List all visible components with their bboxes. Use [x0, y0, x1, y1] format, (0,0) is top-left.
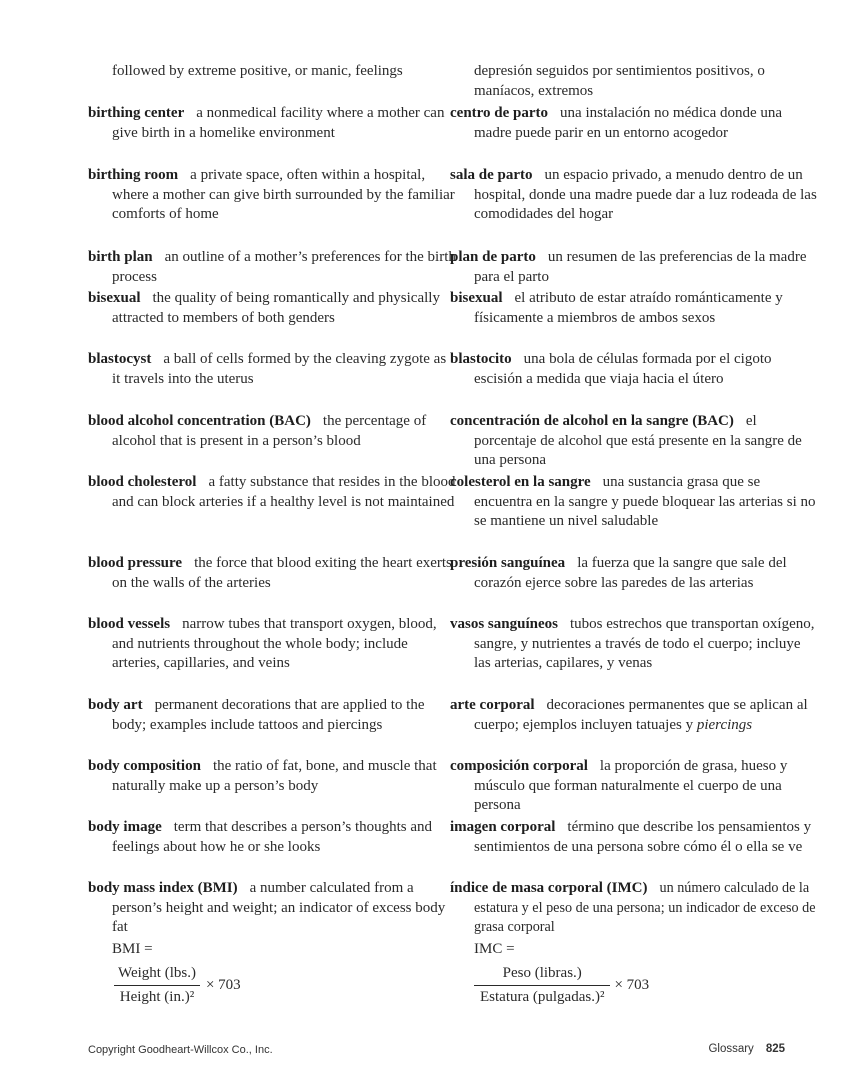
entry-definition: an outline of a mother’s preferences for the birth process [112, 249, 456, 285]
entry-definition: a ball of cells formed by the cleaving zygote as it travels into the uterus [112, 351, 447, 387]
bmi-formula [112, 940, 432, 1008]
entry-colesterol [450, 473, 819, 532]
entry-body-art [88, 696, 457, 735]
entry-body-image [88, 818, 457, 857]
entry-definition: la fuerza que la sangre que sale del corazón ejerce sobre las paredes de las arterias [474, 555, 787, 591]
entry-plan-de-parto [450, 248, 819, 287]
copyright-footer: Copyright Goodheart-Willcox Co., Inc. [88, 1044, 273, 1056]
entry-term: presión sanguínea [450, 555, 566, 571]
entry-term: imagen corporal [450, 819, 556, 835]
entry-term: arte corporal [450, 697, 535, 713]
formula-fraction-row [474, 964, 794, 1008]
entry-body-composition [88, 757, 457, 796]
entry-term: blood alcohol concentration (BAC) [88, 413, 311, 429]
entry-definition: decoraciones permanentes que se aplican al cuerpo; ejemplos incluyen tatuajes y [474, 697, 808, 733]
entry-definition: narrow tubes that transport oxygen, blood, and nutrients throughout the whole body; include arteries, capillaries, and veins [112, 616, 437, 672]
entry-definition: una bola de células formada por el cigoto escisión a medida que viaja hacia el útero [474, 351, 772, 387]
entry-arte-corporal [450, 696, 819, 735]
entry-term: vasos sanguíneos [450, 616, 558, 632]
entry-definition: a nonmedical facility where a mother can give birth in a homelike environment [112, 105, 445, 141]
entry-concentracion-de-alcohol [450, 412, 819, 471]
continuation-text: depresión seguidos por sentimientos positivos, o maníacos, extremos [474, 63, 765, 99]
entry-definition: el atributo de estar atraído románticamente y físicamente a miembros de ambos sexos [474, 290, 783, 326]
entry-birthing-room [88, 166, 457, 225]
entry-composicion-corporal [450, 757, 819, 816]
continuation-text: followed by extreme positive, or manic, feelings [112, 63, 403, 79]
entry-birthing-center [88, 104, 457, 143]
entry-definition: un espacio privado, a menudo dentro de un hospital, donde una madre puede dar a luz rodeada de las comodidades del hogar [474, 167, 817, 223]
imc-formula [474, 940, 794, 1008]
entry-indice-de-masa-corporal [450, 879, 819, 938]
formula-label: BMI = [112, 941, 153, 957]
entry-definition: the quality of being romantically and physically attracted to members of both genders [112, 290, 440, 326]
entry-presion-sanguinea [450, 554, 819, 593]
entry-term: centro de parto [450, 105, 549, 121]
entry-term: bisexual [450, 290, 503, 306]
entry-centro-de-parto [450, 104, 819, 143]
entry-definition: término que describe los pensamientos y sentimientos de una persona sobre cómo él o ella se ve [474, 819, 812, 855]
entry-vasos-sanguineos [450, 615, 819, 674]
entry-body-mass-index [88, 879, 457, 938]
entry-term: body mass index (BMI) [88, 880, 238, 896]
english-column [88, 62, 456, 1006]
entry-term: blood cholesterol [88, 474, 197, 490]
section-label: Glossary [708, 1043, 754, 1055]
formula-numerator: Peso (libras.) [502, 964, 582, 981]
entry-term: body composition [88, 758, 201, 774]
entry-blood-alcohol-concentration [88, 412, 457, 451]
entry-blood-vessels [88, 615, 457, 674]
entry-definition: permanent decorations that are applied to the body; examples include tattoos and piercings [112, 697, 425, 733]
formula-fraction [474, 964, 610, 1008]
entry-definition: a private space, often within a hospital, where a mother can give birth surrounded by the familiar comforts of home [112, 167, 455, 223]
entry-term: sala de parto [450, 167, 533, 183]
formula-numerator: Weight (lbs.) [118, 964, 196, 981]
entry-definition: una sustancia grasa que se encuentra en la sangre y puede bloquear las arterias si no se mantiene un nivel saludable [474, 474, 816, 530]
entry-sala-de-parto [450, 166, 819, 225]
entry-definition: un número calculado de la estatura y el peso de una persona; un indicador de exceso de grasa corporal [474, 880, 816, 936]
entry-definition: el porcentaje de alcohol que está presente en la sangre de una persona [474, 413, 802, 469]
entry-term: body art [88, 697, 143, 713]
entry-term: colesterol en la sangre [450, 474, 591, 490]
entry-term: composición corporal [450, 758, 588, 774]
entry-definition: a fatty substance that resides in the blood and can block arteries if a healthy level is not maintained [112, 474, 456, 510]
page-number: 825 [765, 1043, 785, 1055]
entry-blastocyst [88, 350, 457, 389]
entry-definition: tubos estrechos que transportan oxígeno, sangre, y nutrientes a través de todo el cuerpo; incluye las arterias, capilares, y venas [474, 616, 815, 672]
formula-denominator: Height (in.)² [114, 985, 200, 1008]
entry-term: índice de masa corporal (IMC) [450, 880, 648, 896]
entry-blood-pressure [88, 554, 457, 593]
entry-definition: a number calculated from a person’s height and weight; an indicator of excess body fat [112, 880, 446, 936]
entry-definition: the ratio of fat, bone, and muscle that naturally make up a person’s body [112, 758, 437, 794]
entry-definition: the force that blood exiting the heart exerts on the walls of the arteries [112, 555, 452, 591]
formula-label: IMC = [474, 941, 515, 957]
entry-term: bisexual [88, 290, 141, 306]
entry-term: plan de parto [450, 249, 536, 265]
entry-definition: una instalación no médica donde una madre puede parir en un entorno acogedor [474, 105, 783, 141]
entry-bisexual [88, 289, 457, 328]
formula-fraction [112, 964, 202, 1008]
entry-bisexual-es [450, 289, 819, 328]
entry-definition-italic: piercings [696, 716, 753, 733]
entry-definition: term that describes a person’s thoughts and feelings about how he or she looks [112, 819, 433, 855]
entry-definition: la proporción de grasa, hueso y músculo que forman naturalmente el cuerpo de una persona [474, 758, 788, 814]
entry-term: concentración de alcohol en la sangre (BAC) [450, 413, 734, 429]
formula-multiplier: × 703 [614, 976, 650, 993]
entry-term: blastocyst [88, 351, 152, 367]
entry-definition: un resumen de las preferencias de la madre para el parto [474, 249, 807, 285]
entry-imagen-corporal [450, 818, 819, 857]
entry-term: blood vessels [88, 616, 171, 632]
formula-fraction-row [112, 964, 432, 1008]
formula-multiplier: × 703 [205, 976, 241, 993]
entry-term: birthing center [88, 105, 185, 121]
entry-blood-cholesterol [88, 473, 457, 512]
spanish-column [450, 62, 817, 1006]
entry-term: body image [88, 819, 162, 835]
page-footer [708, 1043, 785, 1055]
entry-term: blastocito [450, 351, 512, 367]
entry-definition: the percentage of alcohol that is present in a person’s blood [112, 413, 427, 449]
entry-term: blood pressure [88, 555, 183, 571]
entry-term: birth plan [88, 249, 153, 265]
entry-birth-plan [88, 248, 457, 287]
formula-denominator: Estatura (pulgadas.)² [474, 985, 610, 1008]
entry-blastocito [450, 350, 819, 389]
entry-term: birthing room [88, 167, 179, 183]
